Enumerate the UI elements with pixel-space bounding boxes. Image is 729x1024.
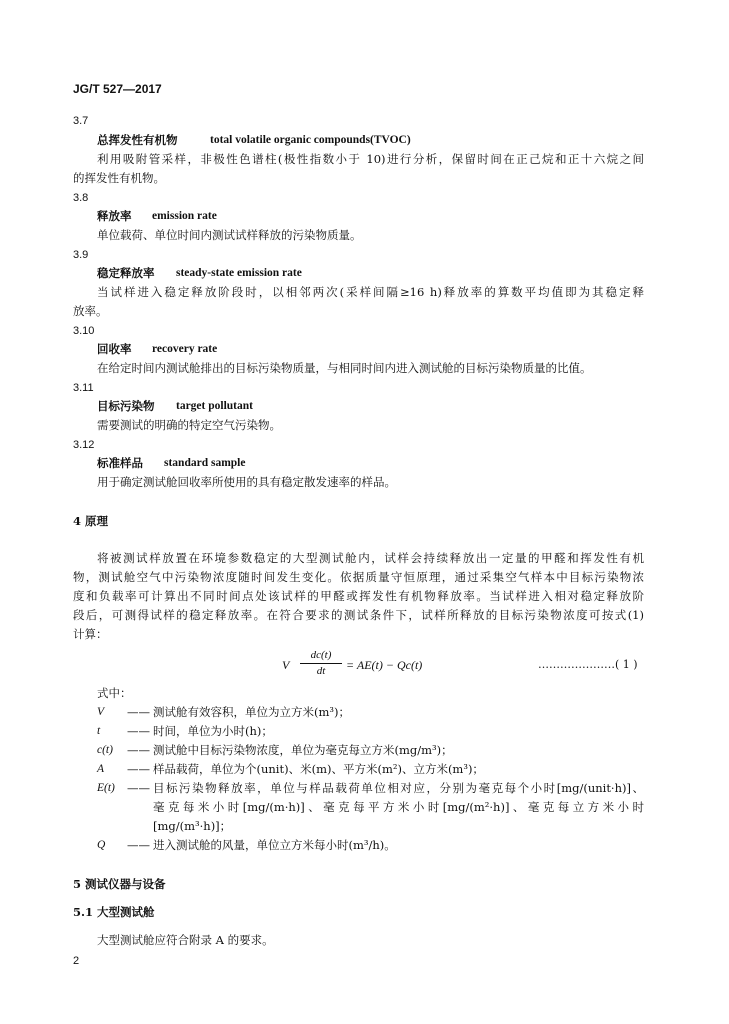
- paragraph-line: 将被测试样放置在环境参数稳定的大型测试舱内，试样会持续释放出一定量的甲醛和挥发性有机: [97, 551, 644, 565]
- formula-rhs: = AE(t) − Qc(t): [346, 658, 423, 672]
- term-definition: 单位载荷、单位时间内测试试样释放的污染物质量。: [97, 228, 362, 242]
- term-number: 3.12: [73, 439, 95, 451]
- var-desc: 进入测试舱的风量，单位立方米每小时(m³/h)。: [153, 838, 396, 852]
- var-desc: 测试舱有效容积，单位为立方米(m³)；: [153, 705, 350, 719]
- var-symbol: V: [97, 706, 105, 718]
- term-definition: 当试样进入稳定释放阶段时，以相邻两次(采样间隔≥16 h)释放率的算数平均值即为其稳定释: [97, 285, 644, 299]
- var-desc-cont: [mg/(m³·h)]；: [153, 819, 232, 833]
- term-number: 3.10: [73, 325, 95, 337]
- fraction-bar: [300, 663, 342, 664]
- var-dash: ——: [127, 743, 150, 757]
- section-heading: 5 测试仪器与设备: [73, 877, 166, 891]
- term-number: 3.8: [73, 192, 89, 204]
- var-dash: ——: [127, 762, 150, 776]
- term-title-cn: 回收率: [97, 342, 132, 356]
- var-dash: ——: [127, 724, 150, 738]
- var-symbol: t: [97, 725, 101, 737]
- paragraph: 大型测试舱应符合附录 A 的要求。: [97, 933, 274, 947]
- var-symbol: A: [97, 763, 105, 775]
- term-number: 3.7: [73, 115, 89, 127]
- term-title-en: steady-state emission rate: [176, 267, 302, 279]
- paragraph-line: 计算：: [73, 627, 108, 641]
- where-label: 式中：: [97, 686, 132, 700]
- var-symbol: E(t): [97, 782, 115, 794]
- term-number: 3.9: [73, 249, 89, 261]
- term-title-cn: 释放率: [97, 209, 132, 223]
- var-desc: 样品载荷，单位为个(unit)、米(m)、平方米(m²)、立方米(m³)；: [153, 762, 484, 776]
- paragraph-line: 度和负载率可计算出不同时间点处该试样的甲醛或挥发性有机物释放率。当试样进入相对稳定释放阶: [73, 589, 644, 603]
- term-title-cn: 标准样品: [97, 456, 143, 470]
- var-dash: ——: [127, 705, 150, 719]
- subsection-heading: 5.1 大型测试舱: [73, 905, 155, 919]
- term-title-en: target pollutant: [176, 400, 253, 412]
- term-definition-cont: 放率。: [73, 304, 108, 318]
- var-symbol: c(t): [97, 744, 113, 756]
- var-desc: 测试舱中目标污染物浓度，单位为毫克每立方米(mg/m³)；: [153, 743, 453, 757]
- term-definition: 利用吸附管采样，非极性色谱柱(极性指数小于 10)进行分析，保留时间在正己烷和正十六烷之间: [97, 152, 644, 166]
- equation-number: …………………( 1 ): [538, 658, 638, 671]
- var-desc: 目标污染物释放率，单位与样品载荷单位相对应，分别为毫克每个小时[mg/(unit·h)]、: [153, 781, 644, 795]
- formula-v: V: [282, 658, 290, 672]
- var-symbol: Q: [97, 839, 106, 851]
- formula-numerator: dc(t): [310, 649, 332, 661]
- term-definition: 需要测试的明确的特定空气污染物。: [97, 418, 281, 432]
- section-heading: 4 原理: [73, 514, 109, 528]
- term-title-cn: 总挥发性有机物: [97, 133, 178, 147]
- term-title-en: recovery rate: [152, 343, 218, 355]
- var-desc-cont: 毫克每米小时[mg/(m·h)]、毫克每平方米小时[mg/(m²·h)]、毫克每立方米小时: [153, 800, 644, 814]
- paragraph-line: 段后，可测得试样的稳定释放率。在符合要求的测试条件下，试样所释放的目标污染物浓度可按式(1): [73, 608, 644, 622]
- equation-1: [282, 649, 482, 681]
- paragraph-line: 物，测试舱空气中污染物浓度随时间发生变化。依据质量守恒原理，通过采集空气样本中目标污染物浓: [73, 570, 644, 584]
- formula-denominator: dt: [316, 665, 326, 677]
- term-definition: 用于确定测试舱回收率所使用的具有稳定散发速率的样品。: [97, 475, 396, 489]
- term-number: 3.11: [73, 382, 94, 394]
- term-title-cn: 目标污染物: [97, 399, 155, 413]
- formula-fraction: [300, 649, 342, 678]
- term-title-en: total volatile organic compounds(TVOC): [210, 134, 411, 146]
- doc-code: JG/T 527—2017: [73, 82, 162, 96]
- var-dash: ——: [127, 838, 150, 852]
- page-number: 2: [73, 955, 80, 967]
- var-dash: ——: [127, 781, 150, 795]
- var-desc: 时间，单位为小时(h)；: [153, 724, 273, 738]
- term-title-en: standard sample: [164, 457, 246, 469]
- term-title-cn: 稳定释放率: [97, 266, 155, 280]
- term-definition-cont: 的挥发性有机物。: [73, 171, 165, 185]
- term-definition: 在给定时间内测试舱排出的目标污染物质量，与相同时间内进入测试舱的目标污染物质量的比值。: [97, 361, 592, 375]
- term-title-en: emission rate: [152, 210, 217, 222]
